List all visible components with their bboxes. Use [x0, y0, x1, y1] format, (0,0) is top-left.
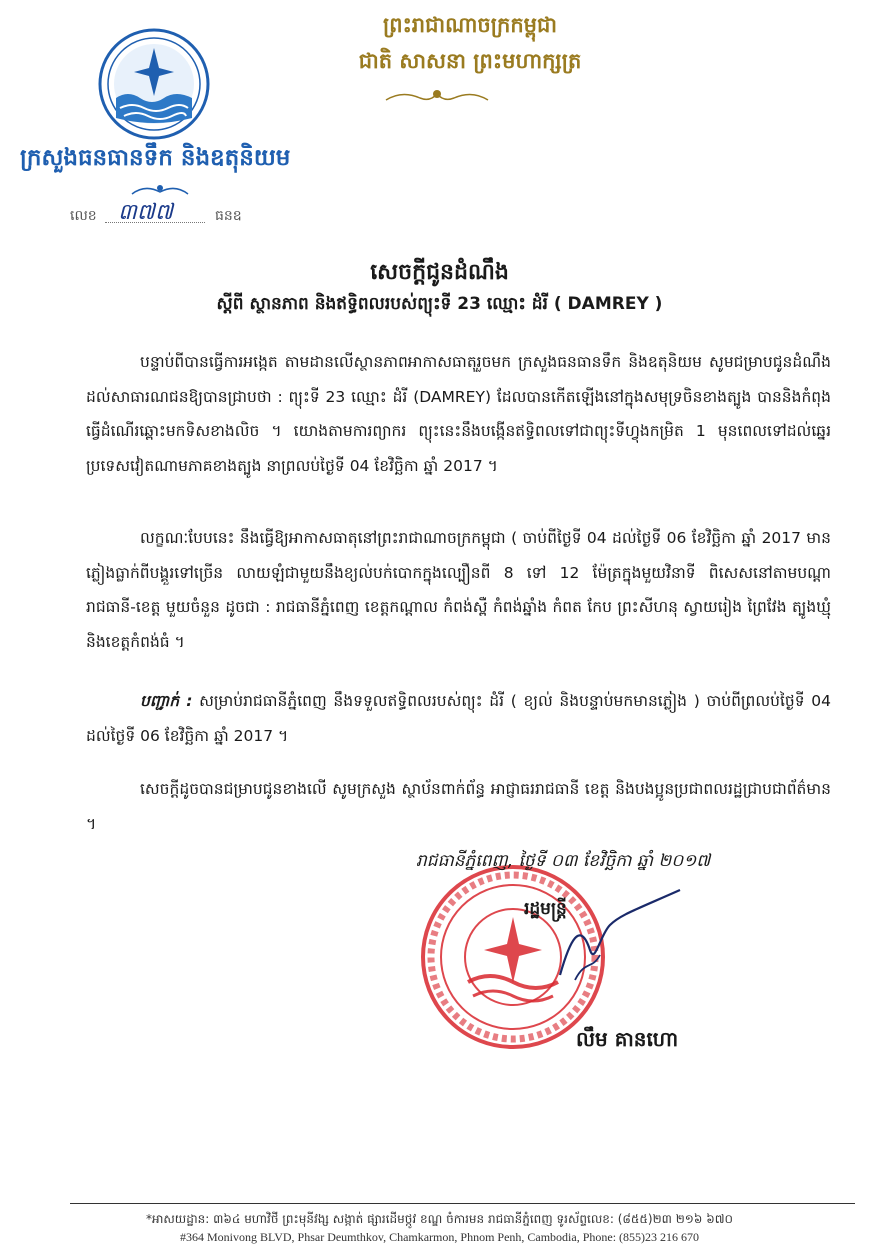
- date-line: រាជធានីភ្នំពេញ, ថ្ងៃទី ០៣ ខែវិច្ឆិកា ឆ្នាំ ២០១៧: [416, 851, 711, 871]
- body-paragraph: [86, 345, 831, 483]
- reference-label: លេខ: [70, 208, 97, 224]
- paragraph-text: បន្ទាប់ពីបានធ្វើការអង្កេត តាមដានលើស្ថានភាពអាកាសធាតុរួចមក ក្រសួងធនធានទឹក និងឧតុនិយម សូមជម្រាបជូនដំណឹងដល់សាធារណជនឱ្យបានជ្រាបថា : ព្យុះទី 23 ឈ្មោះ ដំរី (DAMREY) ដែលបានកើតឡើងនៅក្នុងសមុទ្រចិនខាងត្បូង បាននិងកំពុងធ្វើដំណើរឆ្ពោះមកទិសខាងលិច ។ យោងតាមការព្យាករ ព្យុះនេះនឹងបង្កើនឥទ្ធិពលទៅជាព្យុះទីហ្វុងកម្រិត 1 មុនពេលទៅដល់ឆ្នេរប្រទេសវៀតណាមភាគខាងត្បូង នាព្រលប់ថ្ងៃទី 04 ខែវិច្ឆិកា ឆ្នាំ 2017 ។: [86, 353, 831, 475]
- ministry-name: ក្រសួងធនធានទឹក និងឧតុនិយម: [20, 145, 291, 171]
- national-motto: ជាតិ សាសនា ព្រះមហាក្សត្រ: [358, 49, 582, 73]
- signer-name: លឹម គានហោ: [576, 1027, 679, 1051]
- body-paragraph: [86, 521, 831, 659]
- reference-suffix: ធនឧ: [215, 208, 242, 224]
- paragraph-text: សេចក្តីដូចបានជម្រាបជូនខាងលើ សូមក្រសួង ស្ថាប័នពាក់ព័ន្ធ អាជ្ញាធររាជធានី ខេត្ត និងបងប្អូនប្រជាពលរដ្ឋជ្រាបជាព័ត៌មាន ។: [86, 780, 831, 833]
- footer-address-khmer: *អាសយដ្ឋាន: ៣៦៤ មហាវិថី ព្រះមុនីវង្ស សង្កាត់ ផ្សារដើមថ្កូវ ខណ្ឌ ចំការមន រាជធានីភ្នំពេញ ទូរស័ព្ទលេខ: (៨៥៥)២៣ ២១៦ ៦៧០: [145, 1212, 734, 1226]
- ministry-logo: [98, 28, 210, 140]
- footer-divider: [70, 1203, 855, 1204]
- document-subtitle: ស្តីពី ស្ថានភាព និងឥទ្ធិពលរបស់ព្យុះទី 23 ឈ្មោះ ដំរី ( DAMREY ): [216, 294, 663, 314]
- note-paragraph: [86, 684, 831, 753]
- ornament-flourish-icon: [382, 86, 492, 108]
- note-label: បញ្ជាក់ :: [140, 692, 193, 710]
- paragraph-text: លក្ខណៈបែបនេះ នឹងធ្វើឱ្យអាកាសធាតុនៅព្រះរាជាណាចក្រកម្ពុជា ( ចាប់ពីថ្ងៃទី 04 ដល់ថ្ងៃទី 06 ខែវិច្ឆិកា ឆ្នាំ 2017 មានភ្លៀងធ្លាក់ពីបង្គួរទៅច្រើន លាយឡំជាមួយនឹងខ្យល់បក់បោកក្នុងល្បឿនពី 8 ទៅ 12 ម៉ែត្រក្នុងមួយវិនាទី ពិសេសនៅតាមបណ្តារាជធានី-ខេត្ត មួយចំនួន ដូចជា : រាជធានីភ្នំពេញ ខេត្តកណ្តាល កំពង់ស្ពឺ កំពង់ឆ្នាំង កំពត កែប ព្រះសីហនុ ស្វាយរៀង ព្រៃវែង ត្បូងឃ្មុំ និងខេត្តកំពង់ធំ ។: [86, 529, 831, 651]
- reference-number: ៣៧៧: [118, 200, 173, 225]
- minister-title: រដ្ឋមន្ត្រី: [524, 899, 567, 919]
- body-paragraph: [86, 772, 831, 841]
- ornament-divider-icon: [130, 180, 190, 200]
- handwritten-signature-icon: [540, 880, 690, 1000]
- reference-number-row: [60, 200, 275, 230]
- document-title: សេចក្តីជូនដំណឹង: [370, 260, 509, 285]
- footer-address-english: #364 Monivong BLVD, Phsar Deumthkov, Chamkarmon, Phnom Penh, Cambodia, Phone: (855)23 216 670: [179, 1230, 700, 1244]
- kingdom-title: ព្រះរាជាណាចក្រកម្ពុជា: [382, 13, 557, 37]
- paragraph-text: សម្រាប់រាជធានីភ្នំពេញ នឹងទទួលឥទ្ធិពលរបស់ព្យុះ ដំរី ( ខ្យល់ និងបន្ទាប់មកមានភ្លៀង ) ចាប់ពីព្រលប់ថ្ងៃទី 04 ដល់ថ្ងៃទី 06 ខែវិច្ឆិកា ឆ្នាំ 2017 ។: [86, 692, 831, 745]
